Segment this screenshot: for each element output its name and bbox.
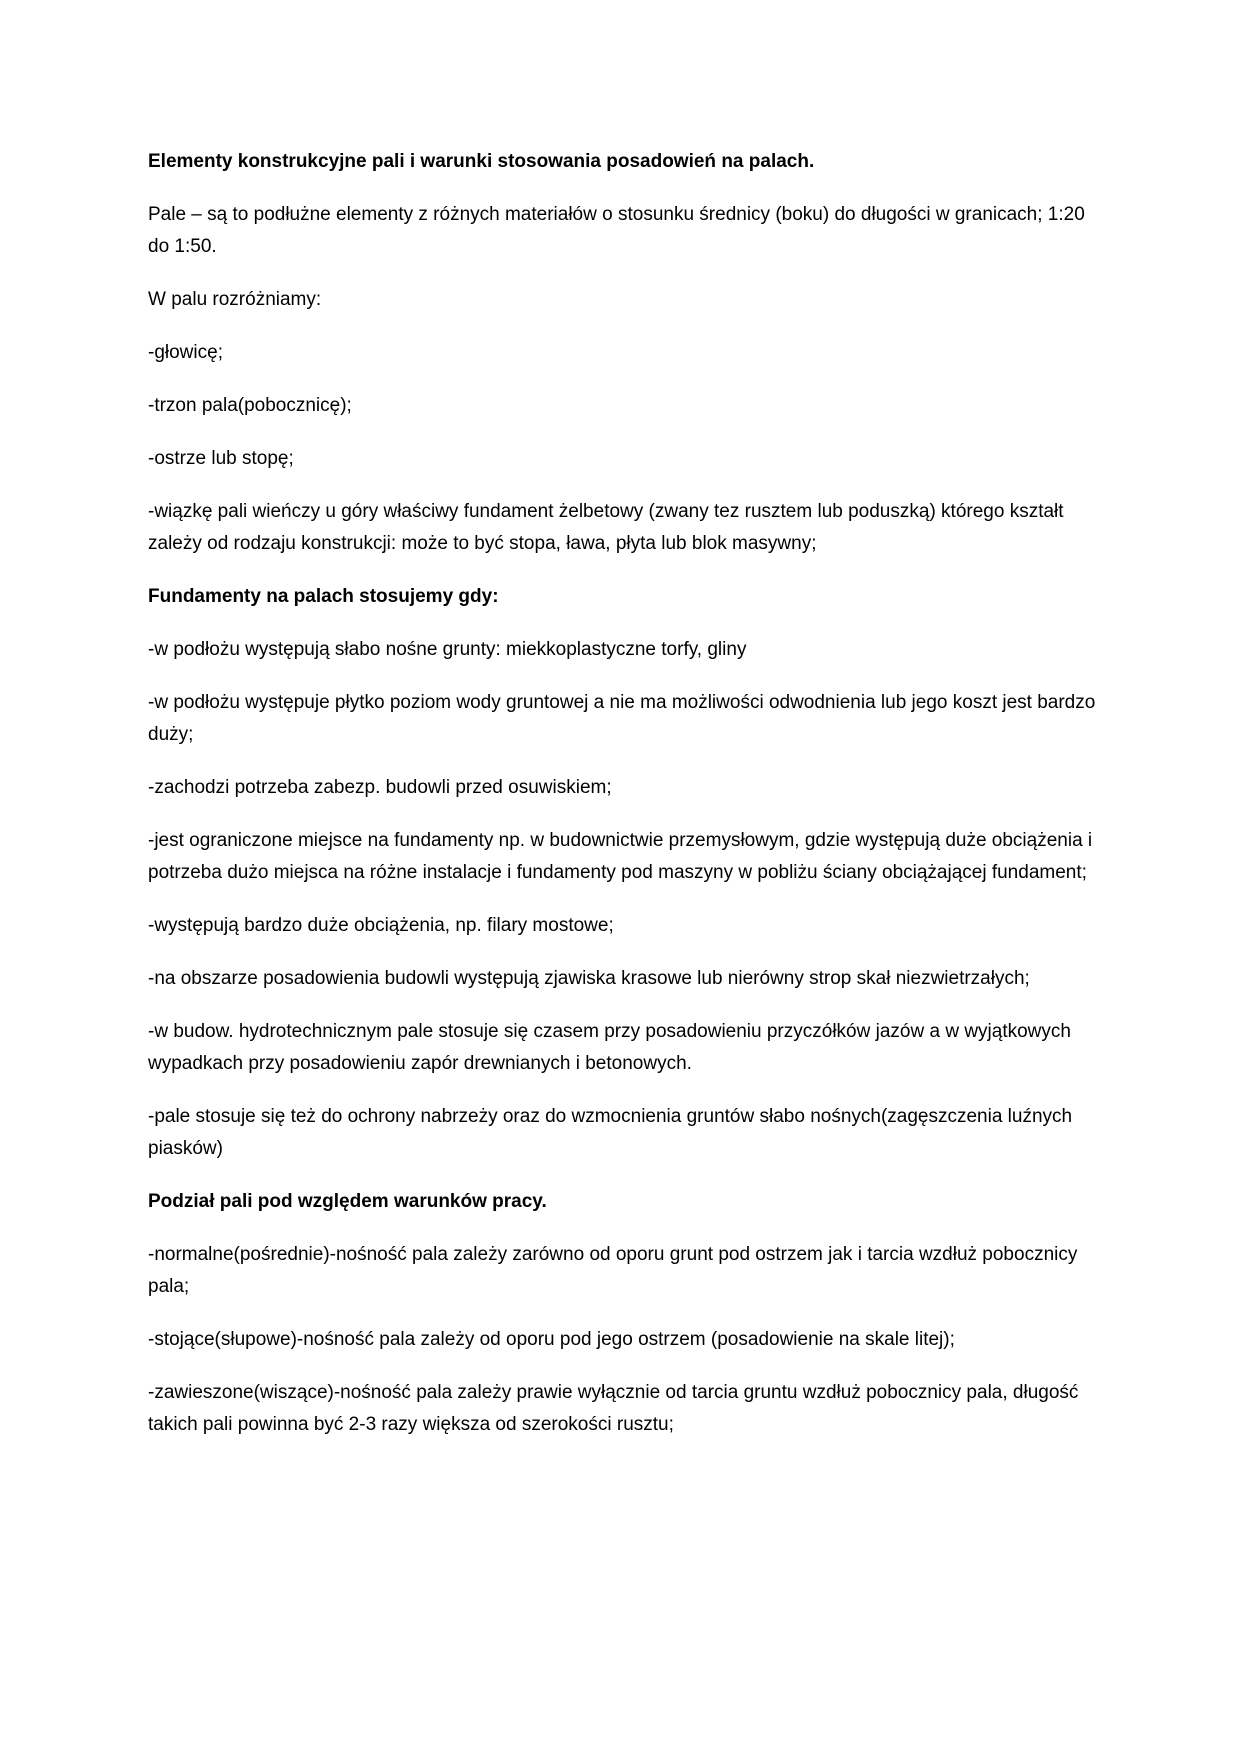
list-item-usage: -występują bardzo duże obciążenia, np. filary mostowe; — [148, 915, 614, 936]
list-item-usage: -na obszarze posadowienia budowli występują zjawiska krasowe lub nierówny strop skał niezwietrzałych; — [148, 968, 1030, 989]
list-item-division: -normalne(pośrednie)-nośność pala zależy zarówno od oporu grunt pod ostrzem jak i tarcia wzdłuż pobocznicy pala; — [148, 1244, 1078, 1297]
parts-intro: W palu rozróżniamy: — [148, 289, 322, 310]
list-item-part: -wiązkę pali wieńczy u góry właściwy fundament żelbetowy (zwany tez rusztem lub poduszką) którego kształt zależy od rodzaju konstrukcji: może to być stopa, ława, płyta lub blok masywny; — [148, 501, 1064, 554]
list-item-division: -zawieszone(wiszące)-nośność pala zależy prawie wyłącznie od tarcia gruntu wzdłuż pobocznicy pala, długość takich pali powinna być 2-3 razy większa od szerokości rusztu; — [148, 1382, 1079, 1435]
list-item-usage: -w podłożu występuje płytko poziom wody gruntowej a nie ma możliwości odwodnienia lub jego koszt jest bardzo duży; — [148, 692, 1096, 745]
list-item-usage: -pale stosuje się też do ochrony nabrzeży oraz do wzmocnienia gruntów słabo nośnych(zagęszczenia luźnych piasków) — [148, 1106, 1073, 1159]
list-item-division: -stojące(słupowe)-nośność pala zależy od oporu pod jego ostrzem (posadowienie na skale litej); — [148, 1329, 955, 1350]
definition-paragraph: Pale – są to podłużne elementy z różnych materiałów o stosunku średnicy (boku) do długości w granicach; 1:20 do 1:50. — [148, 204, 1085, 257]
usage-heading: Fundamenty na palach stosujemy gdy: — [148, 586, 499, 607]
list-item-usage: -jest ograniczone miejsce na fundamenty np. w budownictwie przemysłowym, gdzie występują duże obciążenia i potrzeba dużo miejsca na różne instalacje i fundamenty pod maszyny w pobliżu ściany obciążającej fundament; — [148, 830, 1093, 883]
document-body — [148, 146, 1096, 1462]
list-item-part: -głowicę; — [148, 342, 223, 363]
document-title: Elementy konstrukcyjne pali i warunki stosowania posadowień na palach. — [148, 151, 815, 172]
list-item-usage: -w budow. hydrotechnicznym pale stosuje się czasem przy posadowieniu przyczółków jazów a w wyjątkowych wypadkach przy posadowieniu zapór drewnianych i betonowych. — [148, 1021, 1071, 1074]
list-item-part: -ostrze lub stopę; — [148, 448, 294, 469]
list-item-part: -trzon pala(pobocznicę); — [148, 395, 352, 416]
division-heading: Podział pali pod względem warunków pracy. — [148, 1191, 547, 1212]
list-item-usage: -w podłożu występują słabo nośne grunty: miekkoplastyczne torfy, gliny — [148, 639, 747, 660]
list-item-usage: -zachodzi potrzeba zabezp. budowli przed osuwiskiem; — [148, 777, 612, 798]
